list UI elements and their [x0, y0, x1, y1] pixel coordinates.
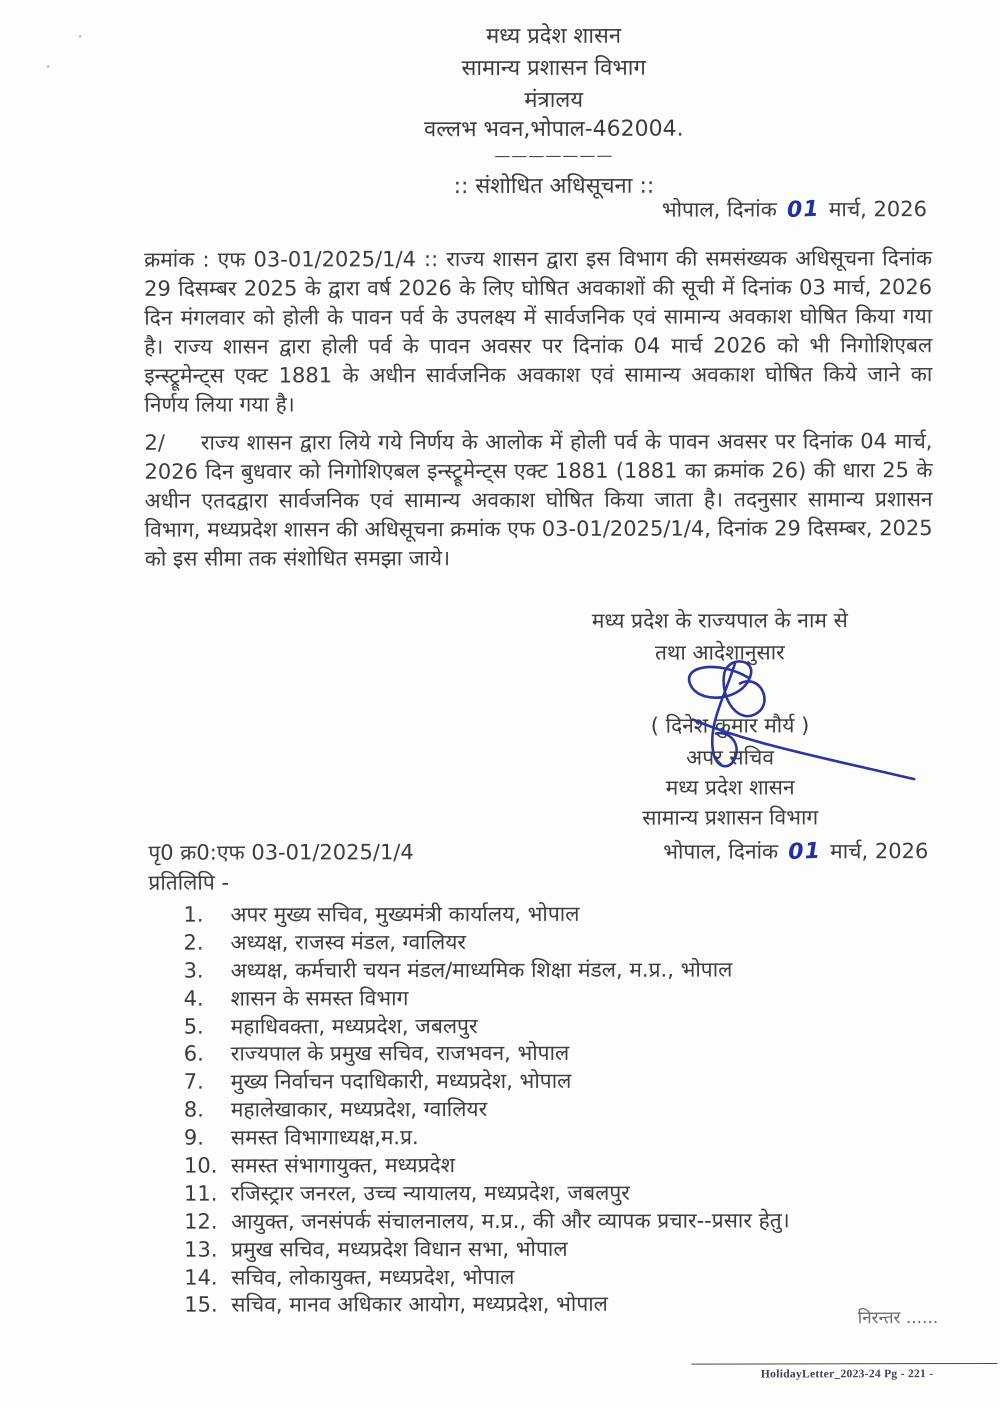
list-item-number: 15.: [184, 1293, 218, 1318]
copy-distribution-list: [183, 900, 944, 1320]
list-item: [184, 1040, 944, 1069]
list-item-text: शासन के समस्त विभाग: [230, 985, 409, 1011]
list-item-text: प्रमुख सचिव, मध्यप्रदेश विधान सभा, भोपाल: [231, 1236, 568, 1262]
list-item: [184, 1067, 944, 1096]
dateline-month-year: मार्च, 2026: [830, 839, 929, 864]
continuation-note: निरन्तर ......: [857, 1308, 939, 1329]
list-item: [184, 1012, 944, 1041]
letterhead-address: वल्लभ भवन,भोपाल-462004.: [423, 116, 684, 143]
signatory-name: ( दिनेश कुमार मौर्य ): [650, 713, 810, 738]
list-item-text: अपर मुख्य सचिव, मुख्यमंत्री कार्यालय, भोपाल: [230, 901, 580, 927]
list-item-text: सचिव, लोकायुक्त, मध्यप्रदेश, भोपाल: [231, 1264, 515, 1290]
list-item-number: 6.: [183, 1042, 204, 1067]
footer-rule: [691, 1363, 997, 1365]
list-item-number: 8.: [183, 1097, 204, 1122]
paragraph-2-text: राज्य शासन द्वारा लिये गये निर्णय के आलोक में होली पर्व के पावन अवसर पर दिनांक 04 मार्च, 2026 दिन बुधवार को निगोशिएबल इन्स्ट्रूमेन्ट्स एक्ट 1881 (1881 का क्रमांक 26) की धारा 25 के अधीन एतदद्वारा सार्वजनिक एवं सामान्य अवकाश घोषित किया जाता है। तदनुसार सामान्य प्रशासन विभाग, मध्यप्रदेश शासन की अधिसूचना क्रमांक एफ 03-01/2025/1/4, दिनांक 29 दिसम्बर, 2025 को इस सीमा तक संशोधित समझा जाये।: [144, 429, 933, 571]
paragraph-1: क्रमांक : एफ 03-01/2025/1/4 :: राज्य शासन द्वारा इस विभाग की समसंख्यक अधिसूचना दिनांक 29 दिसम्बर 2025 के द्वारा वर्ष 2026 के लिए घोषित अवकाशों की सूची में दिनांक 03 मार्च, 2026 दिन मंगलवार को होली के पावन पर्व के उपलक्ष्य में सार्वजनिक एवं सामान्य अवकाश घोषित किया गया है। राज्य शासन द्वारा होली पर्व के पावन अवसर पर दिनांक 04 मार्च 2026 को भी निगोशिएबल इन्स्ट्रूमेन्ट्स एक्ट 1881 के अधीन सार्वजनिक अवकाश एवं सामान्य अवकाश घोषित किये जाने का निर्णय लिया गया है।: [144, 246, 933, 417]
authority-line-2: तथा आदेशानुसार: [655, 640, 785, 665]
list-item: [184, 984, 944, 1013]
list-item-number: 2.: [183, 930, 204, 955]
list-item: [184, 1263, 944, 1292]
signatory-org-2: सामान्य प्रशासन विभाग: [642, 805, 819, 830]
endorsement-ref: पृ0 क्र0:एफ 03-01/2025/1/4: [148, 840, 414, 865]
list-item-number: 1.: [183, 902, 204, 927]
list-item-text: महालेखाकार, मध्यप्रदेश, ग्वालियर: [230, 1097, 488, 1122]
letterhead-ministry: मंत्रालय: [524, 87, 584, 113]
dateline-place: भोपाल, दिनांक: [663, 839, 779, 864]
list-item-number: 14.: [184, 1265, 218, 1290]
list-item-number: 4.: [183, 986, 204, 1011]
dateline-month-year: मार्च, 2026: [828, 197, 927, 222]
list-item-number: 13.: [184, 1237, 218, 1262]
dateline-endorsement: [663, 837, 928, 866]
list-item: [184, 1179, 944, 1208]
list-item-text: महाधिवक्ता, मध्यप्रदेश, जबलपुर: [230, 1013, 478, 1039]
list-item: [184, 1095, 944, 1124]
list-item: [183, 900, 943, 929]
scan-speck: [79, 35, 82, 38]
list-item-number: 9.: [183, 1125, 204, 1150]
paragraph-2-number: 2/: [144, 430, 165, 455]
list-item-number: 3.: [183, 958, 204, 983]
list-item-text: राज्यपाल के प्रमुख सचिव, राजभवन, भोपाल: [230, 1041, 570, 1067]
authority-line-1: मध्य प्रदेश के राज्यपाल के नाम से: [591, 608, 848, 633]
list-item-number: 10.: [183, 1153, 218, 1178]
handwritten-day: 01: [787, 838, 821, 865]
list-item-text: समस्त संभागायुक्त, मध्यप्रदेश: [230, 1153, 455, 1178]
header-separator: ———————: [494, 145, 614, 166]
list-item-number: 7.: [183, 1069, 204, 1095]
list-item-text: सचिव, मानव अधिकार आयोग, मध्यप्रदेश, भोपाल: [231, 1292, 608, 1318]
signatory-designation: अपर सचिव: [686, 745, 775, 770]
scan-speck: [47, 65, 50, 68]
list-item-text: आयुक्त, जनसंपर्क संचालनालय, म.प्र., की और व्यापक प्रचार--प्रसार हेतु।: [231, 1208, 790, 1234]
letterhead-government: मध्य प्रदेश शासन: [486, 23, 622, 50]
list-item: [184, 1207, 944, 1236]
letterhead-department: सामान्य प्रशासन विभाग: [461, 55, 646, 82]
list-item-number: 11.: [183, 1181, 218, 1206]
list-item-number: 12.: [184, 1209, 218, 1234]
dateline-top: [662, 195, 927, 224]
list-item-text: मुख्य निर्वाचन पदाधिकारी, मध्यप्रदेश, भोपाल: [230, 1069, 572, 1094]
notification-subject: :: संशोधित अधिसूचना ::: [453, 173, 655, 200]
handwritten-day: 01: [786, 196, 820, 223]
list-item: [184, 956, 944, 985]
list-item: [184, 1151, 944, 1180]
list-item: [184, 1235, 944, 1264]
paragraph-2: [144, 427, 932, 574]
list-item: [183, 928, 943, 957]
list-item-text: समस्त विभागाध्यक्ष,म.प्र.: [230, 1125, 419, 1150]
copy-to-label: प्रतिलिपि -: [148, 870, 230, 895]
signatory-org-1: मध्य प्रदेश शासन: [665, 775, 795, 800]
list-item: [184, 1291, 944, 1320]
list-item-text: रजिस्ट्रार जनरल, उच्च न्यायालय, मध्यप्रदेश, जबलपुर: [230, 1180, 630, 1206]
list-item-text: अध्यक्ष, कर्मचारी चयन मंडल/माध्यमिक शिक्षा मंडल, म.प्र., भोपाल: [230, 957, 733, 983]
list-item-text: अध्यक्ष, राजस्व मंडल, ग्वालियर: [230, 929, 467, 955]
dateline-place: भोपाल, दिनांक: [661, 197, 777, 222]
list-item-number: 5.: [183, 1014, 204, 1039]
list-item: [184, 1123, 944, 1152]
footer-reference: HolidayLetter_2023-24 Pg - 221 -: [760, 1368, 934, 1381]
